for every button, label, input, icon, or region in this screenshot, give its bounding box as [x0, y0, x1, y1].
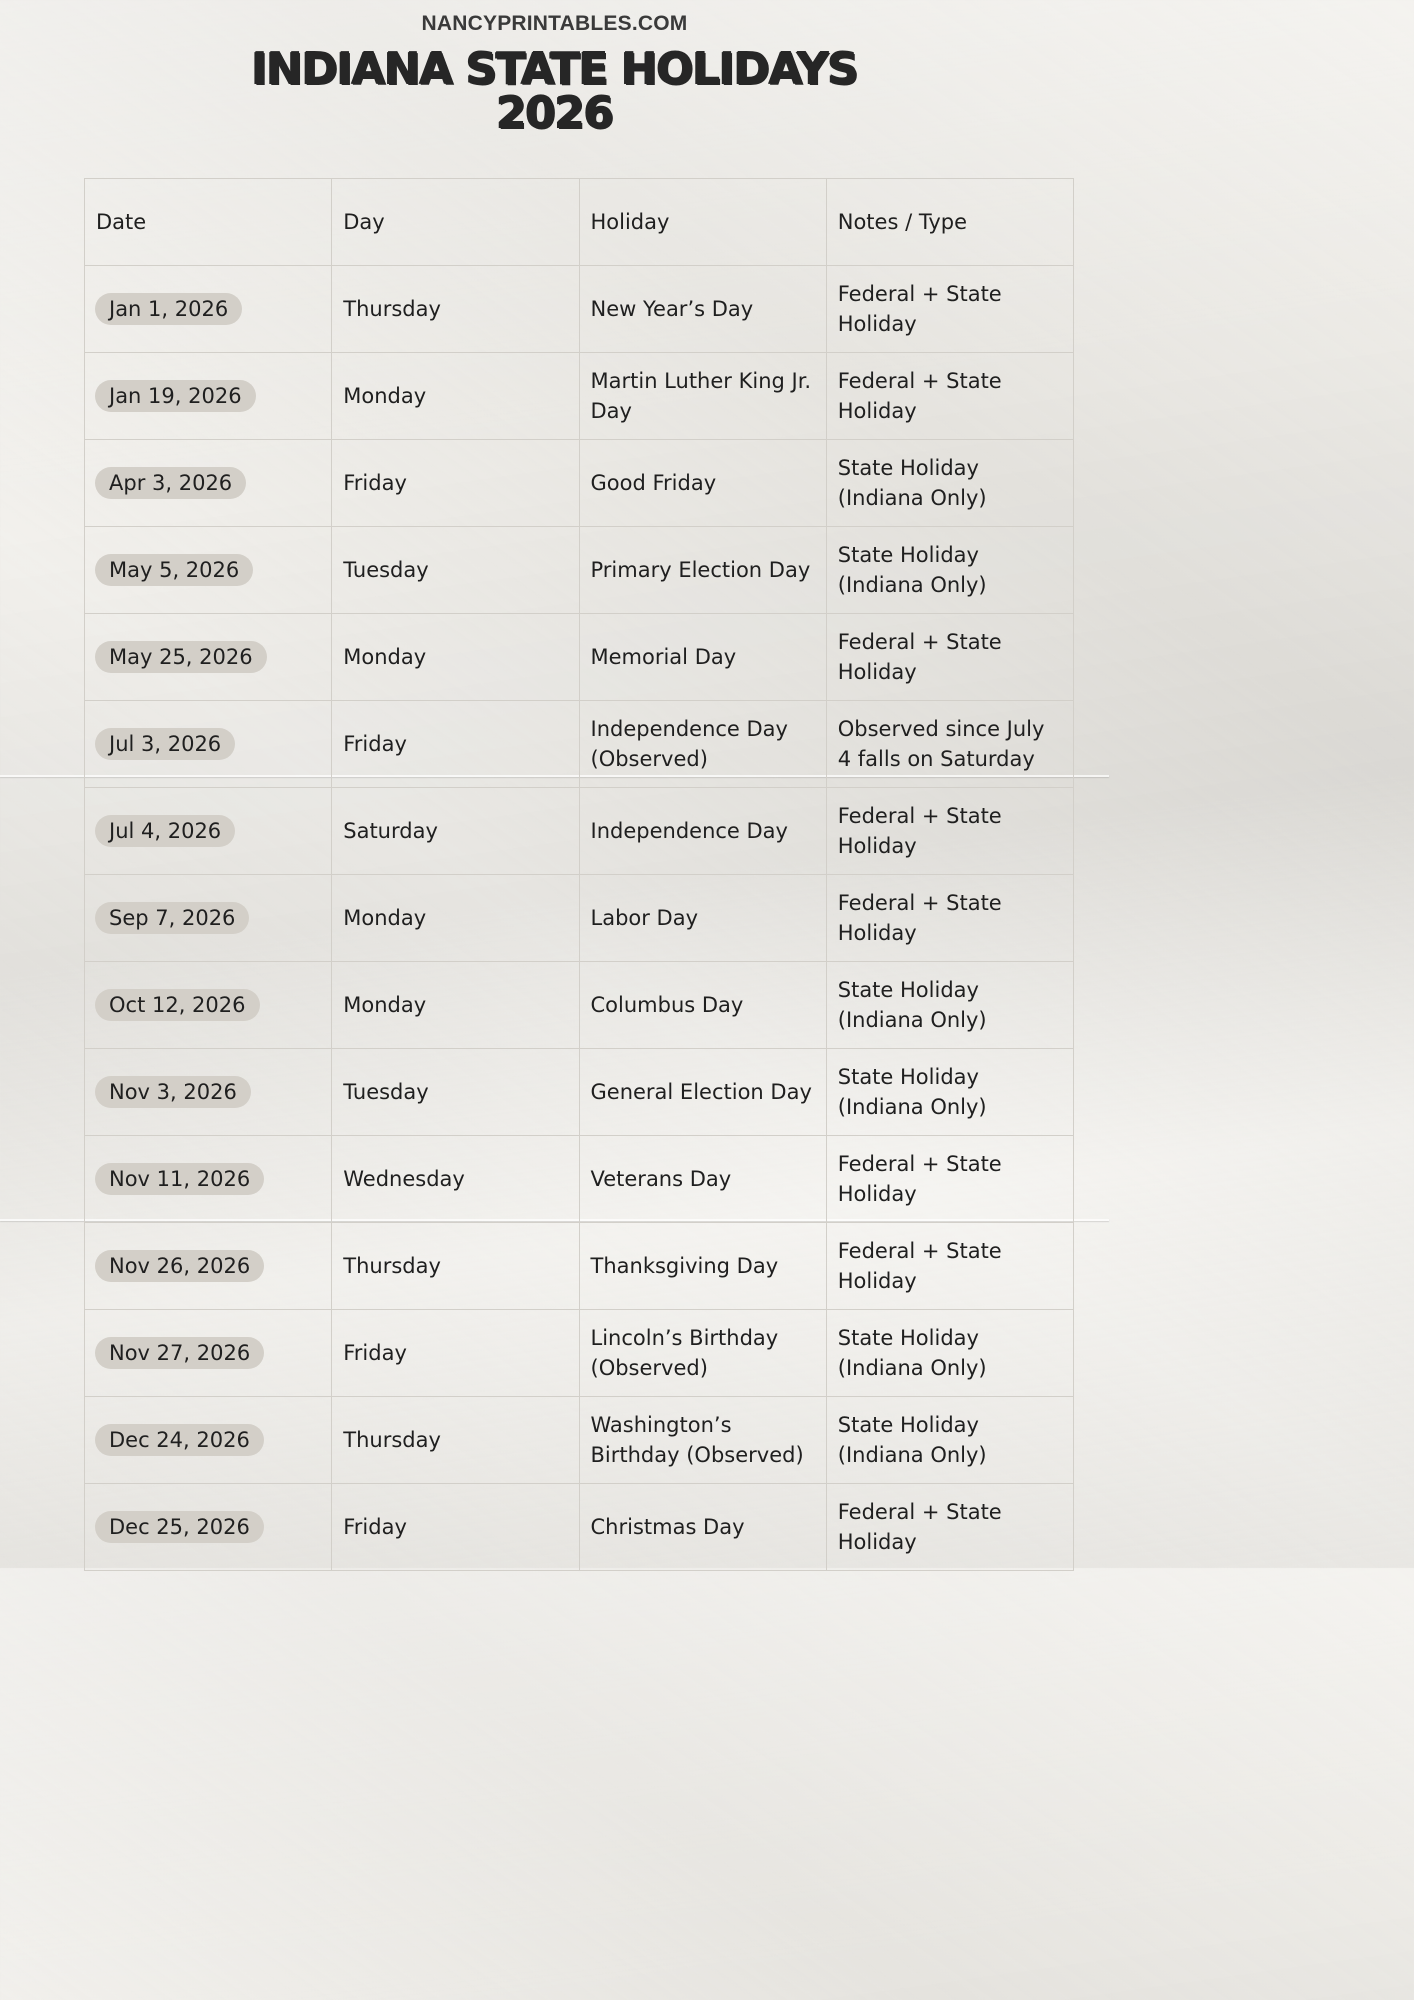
notes-cell: State Holiday (Indiana Only) — [826, 1310, 1073, 1397]
day-cell: Monday — [332, 614, 579, 701]
site-name: NANCYPRINTABLES.COM — [421, 12, 688, 35]
notes-cell: Federal + State Holiday — [826, 875, 1073, 962]
day-cell: Monday — [332, 353, 579, 440]
table-row — [85, 788, 1074, 875]
holiday-cell: Lincoln’s Birthday (Observed) — [579, 1310, 826, 1397]
table-body — [85, 266, 1074, 1571]
page-title — [0, 44, 1109, 139]
holiday-cell: Good Friday — [579, 440, 826, 527]
table-row — [85, 353, 1074, 440]
table-row — [85, 614, 1074, 701]
date-cell — [85, 1484, 332, 1571]
notes-cell: State Holiday (Indiana Only) — [826, 527, 1073, 614]
table-row — [85, 440, 1074, 527]
date-cell — [85, 614, 332, 701]
notes-cell: Observed since July 4 falls on Saturday — [826, 701, 1073, 788]
date-badge: Nov 3, 2026 — [95, 1076, 251, 1108]
date-badge: May 25, 2026 — [95, 641, 267, 673]
holiday-cell: Thanksgiving Day — [579, 1223, 826, 1310]
date-badge: Dec 24, 2026 — [95, 1424, 264, 1456]
day-cell: Friday — [332, 440, 579, 527]
date-cell — [85, 875, 332, 962]
notes-cell: State Holiday (Indiana Only) — [826, 1397, 1073, 1484]
date-cell — [85, 1397, 332, 1484]
date-badge: Sep 7, 2026 — [95, 902, 249, 934]
holiday-cell: Independence Day (Observed) — [579, 701, 826, 788]
date-badge: Nov 27, 2026 — [95, 1337, 264, 1369]
table-row — [85, 1397, 1074, 1484]
date-badge: Jul 4, 2026 — [95, 815, 235, 847]
date-cell — [85, 1049, 332, 1136]
holiday-cell: Primary Election Day — [579, 527, 826, 614]
title-line-2: 2026 — [496, 88, 613, 139]
holiday-cell: New Year’s Day — [579, 266, 826, 353]
date-badge: Apr 3, 2026 — [95, 467, 246, 499]
table-row — [85, 875, 1074, 962]
column-header-day: Day — [332, 179, 579, 266]
day-cell: Thursday — [332, 266, 579, 353]
holiday-cell: Christmas Day — [579, 1484, 826, 1571]
day-cell: Friday — [332, 701, 579, 788]
notes-cell: Federal + State Holiday — [826, 788, 1073, 875]
date-badge: May 5, 2026 — [95, 554, 253, 586]
column-header-holiday: Holiday — [579, 179, 826, 266]
table-row — [85, 527, 1074, 614]
date-cell — [85, 1136, 332, 1223]
holiday-cell: Memorial Day — [579, 614, 826, 701]
date-cell — [85, 962, 332, 1049]
date-badge: Nov 11, 2026 — [95, 1163, 264, 1195]
notes-cell: State Holiday (Indiana Only) — [826, 962, 1073, 1049]
holidays-table — [84, 178, 1074, 1571]
date-badge: Jan 1, 2026 — [95, 293, 242, 325]
table-row — [85, 1136, 1074, 1223]
day-cell: Friday — [332, 1484, 579, 1571]
holiday-cell: General Election Day — [579, 1049, 826, 1136]
holiday-cell: Washington’s Birthday (Observed) — [579, 1397, 826, 1484]
notes-cell: Federal + State Holiday — [826, 353, 1073, 440]
day-cell: Thursday — [332, 1397, 579, 1484]
date-cell — [85, 266, 332, 353]
day-cell: Thursday — [332, 1223, 579, 1310]
holiday-cell: Independence Day — [579, 788, 826, 875]
holiday-cell: Columbus Day — [579, 962, 826, 1049]
holiday-cell: Martin Luther King Jr. Day — [579, 353, 826, 440]
date-badge: Dec 25, 2026 — [95, 1511, 264, 1543]
table-row — [85, 1223, 1074, 1310]
title-line-1: INDIANA STATE HOLIDAYS — [251, 44, 858, 95]
table-header-row — [85, 179, 1074, 266]
date-cell — [85, 527, 332, 614]
date-cell — [85, 701, 332, 788]
date-cell — [85, 788, 332, 875]
column-header-date: Date — [85, 179, 332, 266]
holiday-cell: Labor Day — [579, 875, 826, 962]
notes-cell: Federal + State Holiday — [826, 1136, 1073, 1223]
date-badge: Oct 12, 2026 — [95, 989, 260, 1021]
date-cell — [85, 1223, 332, 1310]
notes-cell: Federal + State Holiday — [826, 1484, 1073, 1571]
date-cell — [85, 440, 332, 527]
day-cell: Friday — [332, 1310, 579, 1397]
table-row — [85, 1310, 1074, 1397]
date-cell — [85, 353, 332, 440]
table-row — [85, 701, 1074, 788]
table-row — [85, 266, 1074, 353]
day-cell: Monday — [332, 875, 579, 962]
notes-cell: Federal + State Holiday — [826, 1223, 1073, 1310]
day-cell: Tuesday — [332, 527, 579, 614]
date-cell — [85, 1310, 332, 1397]
notes-cell: Federal + State Holiday — [826, 266, 1073, 353]
day-cell: Wednesday — [332, 1136, 579, 1223]
date-badge: Jul 3, 2026 — [95, 728, 235, 760]
date-badge: Nov 26, 2026 — [95, 1250, 264, 1282]
date-badge: Jan 19, 2026 — [95, 380, 256, 412]
table-row — [85, 962, 1074, 1049]
day-cell: Tuesday — [332, 1049, 579, 1136]
day-cell: Saturday — [332, 788, 579, 875]
notes-cell: State Holiday (Indiana Only) — [826, 440, 1073, 527]
column-header-notes: Notes / Type — [826, 179, 1073, 266]
notes-cell: Federal + State Holiday — [826, 614, 1073, 701]
table-row — [85, 1049, 1074, 1136]
notes-cell: State Holiday (Indiana Only) — [826, 1049, 1073, 1136]
holiday-cell: Veterans Day — [579, 1136, 826, 1223]
table-row — [85, 1484, 1074, 1571]
day-cell: Monday — [332, 962, 579, 1049]
